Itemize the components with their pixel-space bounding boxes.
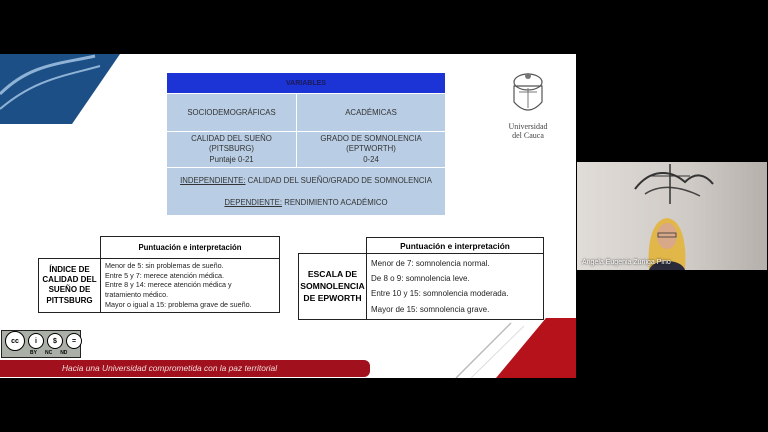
- list-item: Menor de 7: somnolencia normal.: [371, 259, 490, 268]
- list-item: Entre 10 y 15: somnolencia moderada.: [371, 289, 509, 299]
- sociodemographic-cell: SOCIODEMOGRÁFICAS: [167, 94, 297, 132]
- epworth-items: [367, 254, 544, 320]
- creative-commons-badge: cc i $ = BY NC ND: [1, 330, 81, 358]
- sleep-quality-cell: CALIDAD DEL SUEÑO (PITSBURG) Puntaje 0-21: [167, 132, 297, 168]
- pittsburg-label: ÍNDICE DE CALIDAD DEL SUEÑO DE PITTSBURG: [39, 259, 101, 313]
- participant-name: Angela Eugenia Zuniga Pino: [582, 259, 671, 266]
- list-item: Menor de 5: sin problemas de sueño.: [105, 261, 224, 270]
- attribution-icon: i: [28, 333, 44, 349]
- variables-table: [166, 72, 446, 216]
- corner-decoration-top-left: [0, 54, 120, 124]
- epworth-table: [298, 237, 544, 320]
- variables-header: VARIABLES: [167, 73, 446, 94]
- list-item: tratamiento médico.: [105, 290, 169, 300]
- epworth-header: Puntuación e interpretación: [367, 238, 544, 254]
- pittsburg-header: Puntuación e interpretación: [101, 237, 280, 259]
- epworth-label: ESCALA DE SOMNOLENCIA DE EPWORTH: [299, 254, 367, 320]
- noderivatives-icon: =: [66, 333, 82, 349]
- pittsburg-items: [101, 259, 280, 313]
- cc-icon: cc: [5, 331, 25, 351]
- footer-banner: [0, 360, 370, 377]
- variables-definition-cell: [167, 168, 446, 216]
- pittsburg-table: [38, 236, 280, 313]
- independent-variable: INDEPENDIENTE: CALIDAD DEL SUEÑO/GRADO DE SOMNOLENCIA: [180, 175, 432, 185]
- dependent-variable: DEPENDIENTE: RENDIMIENTO ACADÉMICO: [224, 197, 388, 207]
- list-item: Mayor de 15: somnolencia grave.: [371, 304, 490, 314]
- list-item: Entre 5 y 7: merece atención médica.: [105, 270, 225, 280]
- corner-decoration-bottom-right: [436, 318, 576, 378]
- participant-video-tile[interactable]: [577, 162, 767, 270]
- university-seal-icon: [505, 68, 551, 118]
- list-item: Entre 8 y 14: merece atención médica y: [105, 280, 232, 290]
- banner-text: Hacia una Universidad comprometida con la paz territorial: [62, 363, 278, 373]
- list-item: De 8 o 9: somnolencia leve.: [371, 274, 470, 284]
- list-item: Mayor o igual a 15: problema grave de sueño.: [105, 299, 252, 309]
- university-logo: Universidad del Cauca: [502, 68, 554, 141]
- academic-cell: ACADÉMICAS: [297, 94, 446, 132]
- somnolence-cell: GRADO DE SOMNOLENCIA (EPTWORTH) 0-24: [297, 132, 446, 168]
- presentation-slide: [0, 54, 576, 378]
- noncommercial-icon: $: [47, 333, 63, 349]
